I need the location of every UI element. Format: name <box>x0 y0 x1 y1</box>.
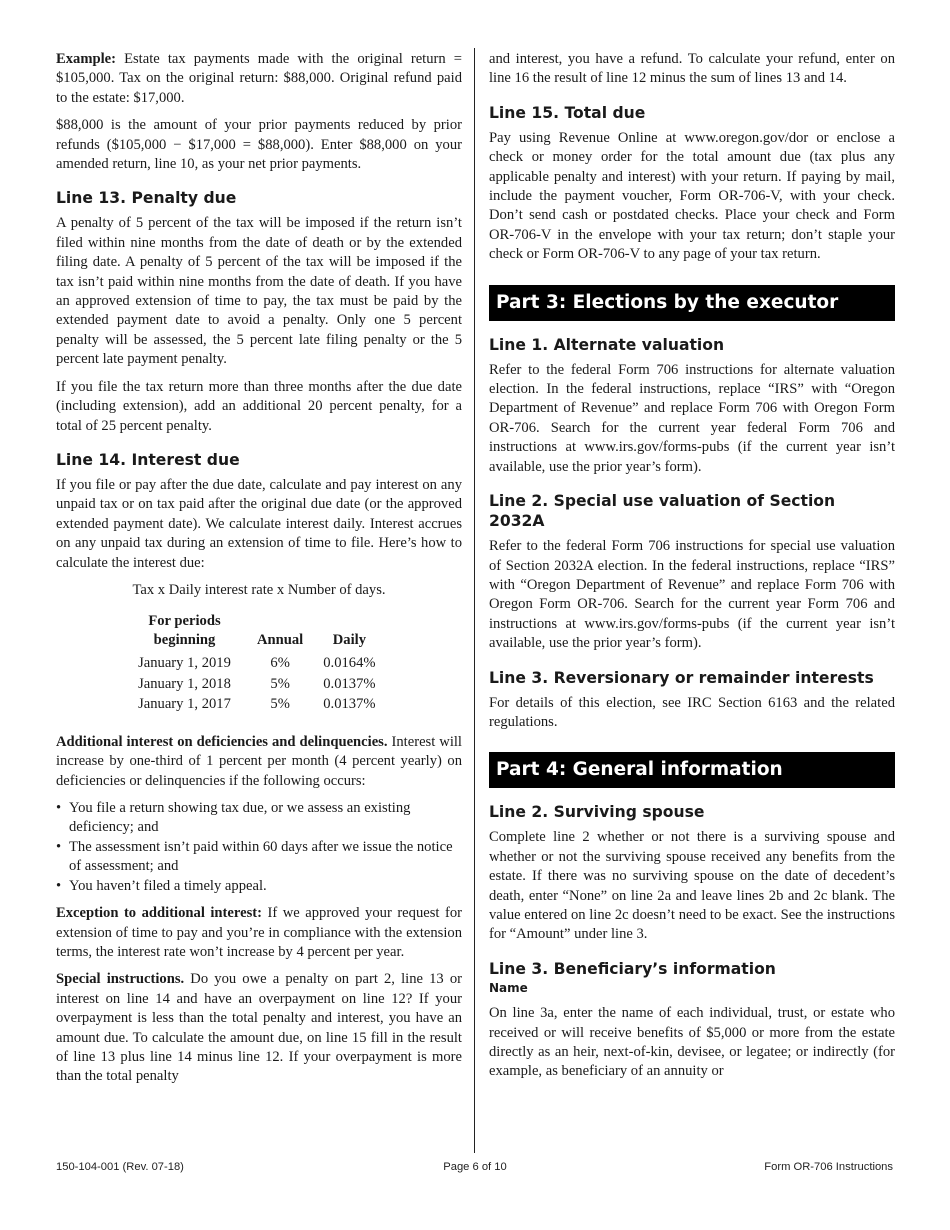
rate-period: January 1, 2019 <box>138 655 231 672</box>
rates-header-periods: For periods beginning <box>148 613 221 649</box>
special-instructions-text: Do you owe a penalty on part 2, line 13 or interest on line 14 and have an overpayment on line 12? If your overpayment is less than the total penalty and interest, you have an amount due. To calculate the amount due, on line 15 fill in the result of line 13 plus line 14 minus line 12. If your overpayment is more than the total penalty <box>56 971 462 1085</box>
part3-banner: Part 3: Elections by the executor <box>489 285 895 321</box>
part4-line3-heading: Line 3. Beneficiary’s information <box>489 959 776 978</box>
table-row <box>132 674 386 695</box>
continued-paragraph: and interest, you have a refund. To calculate your refund, enter on line 16 the result of line 12 minus the sum of lines 13 and 14. <box>489 51 895 87</box>
rate-daily: 0.0164% <box>323 655 376 672</box>
example-text: Estate tax payments made with the original return = $105,000. Tax on the original return: $88,000. Original refund paid to the estate: $17,000. <box>56 51 462 106</box>
exception-paragraph <box>56 904 462 962</box>
part3-line2-paragraph: Refer to the federal Form 706 instructions for special use valuation of Section 2032A election. In the federal instructions, replace “IRS” with “Oregon Department of Revenue” and replace Form 706 with Oregon Form OR-706. Search for the current year Form 706 and instructions at www.irs.gov/forms-pubs (if the current year isn’t available, use the prior year’s form). <box>489 538 895 652</box>
table-row <box>132 653 386 674</box>
exception-label: Exception to additional interest: <box>56 905 262 922</box>
prior-payments-paragraph: $88,000 is the amount of your prior payments reduced by prior refunds ($105,000 − $17,000 = $88,000). Enter $88,000 on your amended return, line 10, as your net prior payments. <box>56 117 462 173</box>
list-item: • You file a return showing tax due, or we assess an existing deficiency; and <box>56 799 462 838</box>
part3-line3-paragraph: For details of this election, see IRC Section 6163 and the related regulations. <box>489 694 895 730</box>
interest-rates-table <box>132 612 386 715</box>
footer-form-number: 150-104-001 (Rev. 07-18) <box>56 1161 184 1173</box>
line13-heading: Line 13. Penalty due <box>56 189 237 208</box>
rate-annual: 5% <box>270 696 290 713</box>
additional-interest-paragraph <box>56 733 462 791</box>
left-column <box>56 50 462 1095</box>
table-row <box>132 694 386 715</box>
rates-header-annual: Annual <box>257 632 304 649</box>
line15-paragraph: Pay using Revenue Online at www.oregon.gov/dor or enclose a check or money order for the total amount due (tax plus any applicable penalty and interest) with your return. If paying by mail, include the payment voucher, Form OR-706-V, with your check. Don’t send cash or postdated checks. Place your check and Form OR-706-V in the envelope with your tax return; don’t staple your check or Form OR-706-V to any page of your tax return. <box>489 129 895 263</box>
rate-period: January 1, 2018 <box>138 675 231 692</box>
line13-paragraph-1: A penalty of 5 percent of the tax will be imposed if the return isn’t filed within nine months from the date of death or by the extended filing date. A penalty of 5 percent of the tax will be imposed if the tax isn’t paid within nine months from the date of death. If you have an approved extension of time to pay, the tax must be paid by the extended payment date to avoid a penalty. Only one 5 percent penalty will be assessed, the 5 percent late filing penalty or the 5 percent late payment penalty. <box>56 215 462 368</box>
exception-text: If we approved your request for extension of time to pay and you’re in compliance with the extension terms, the interest rate won’t increase by 4 percent per year. <box>56 905 462 960</box>
additional-interest-label: Additional interest on deficiencies and delinquencies. <box>56 733 388 750</box>
special-instructions-paragraph <box>56 970 462 1086</box>
rate-annual: 5% <box>270 675 290 692</box>
part4-line2-heading: Line 2. Surviving spouse <box>489 803 705 822</box>
rates-header-row <box>132 612 386 653</box>
list-item: • You haven’t filed a timely appeal. <box>56 877 462 896</box>
line14-heading: Line 14. Interest due <box>56 450 240 469</box>
column-divider <box>474 48 475 1153</box>
example-label: Example: <box>56 51 116 67</box>
part4-banner: Part 4: General information <box>489 752 895 788</box>
rate-annual: 6% <box>270 655 290 672</box>
part3-line3-heading: Line 3. Reversionary or remainder interests <box>489 668 874 687</box>
footer-page-number: Page 6 of 10 <box>443 1161 507 1173</box>
footer-title: Form OR-706 Instructions <box>764 1161 893 1173</box>
additional-interest-text: Interest will increase by one-third of 1 percent per month (4 percent yearly) on deficiencies or delinquencies if the following occurs: <box>56 733 462 789</box>
rate-daily: 0.0137% <box>323 696 376 713</box>
list-item: • The assessment isn’t paid within 60 days after we issue the notice of assessment; and <box>56 838 462 877</box>
special-instructions-label: Special instructions. <box>56 971 185 988</box>
right-column <box>489 50 895 1090</box>
part3-line1-paragraph: Refer to the federal Form 706 instructions for alternate valuation election. In the federal instructions, replace “IRS” with “Oregon Department of Revenue” and replace Form 706 with Oregon Form OR-706. Search for the current year federal Form 706 and instructions at www.irs.gov/forms-pubs (if the current year isn’t available, use the prior year’s form). <box>489 361 895 475</box>
part3-line1-heading: Line 1. Alternate valuation <box>489 335 725 354</box>
line13-paragraph-2: If you file the tax return more than three months after the due date (including extension), add an additional 20 percent penalty, for a total of 25 percent penalty. <box>56 378 462 434</box>
part3-line2-heading: Line 2. Special use valuation of Section 2032A <box>489 492 836 531</box>
part4-line3-paragraph: On line 3a, enter the name of each individual, trust, or estate who received or will receive benefits of $5,000 or more from the estate directly as an heir, next-of-kin, devisee, or legatee; or indirectly (for example, as beneficiary of an annuity or <box>489 1005 895 1080</box>
rate-daily: 0.0137% <box>323 675 376 692</box>
example-paragraph <box>56 50 462 108</box>
part4-line3-subheading: Name <box>489 980 528 995</box>
rates-header-daily: Daily <box>332 632 367 649</box>
conditions-list <box>56 799 462 896</box>
part4-line2-paragraph: Complete line 2 whether or not there is a surviving spouse and whether or not the surviving spouse received any benefits from the estate. If there was no surviving spouse on the date of decedent’s death, enter “None” on line 2a and leave lines 2b and 2c blank. The value entered on line 2c doesn’t need to be exact. See the instructions for “Amount” under line 3. <box>489 829 895 943</box>
line15-heading: Line 15. Total due <box>489 103 646 122</box>
line14-paragraph-1: If you file or pay after the due date, calculate and pay interest on any unpaid tax or on tax paid after the original due date (or the approved extended payment date). We calculate interest daily. Interest accrues on any unpaid tax during an extension of time to file. Here’s how to calculate the interest due: <box>56 476 462 571</box>
rate-period: January 1, 2017 <box>138 696 231 713</box>
interest-formula: Tax x Daily interest rate x Number of days. <box>132 581 386 598</box>
